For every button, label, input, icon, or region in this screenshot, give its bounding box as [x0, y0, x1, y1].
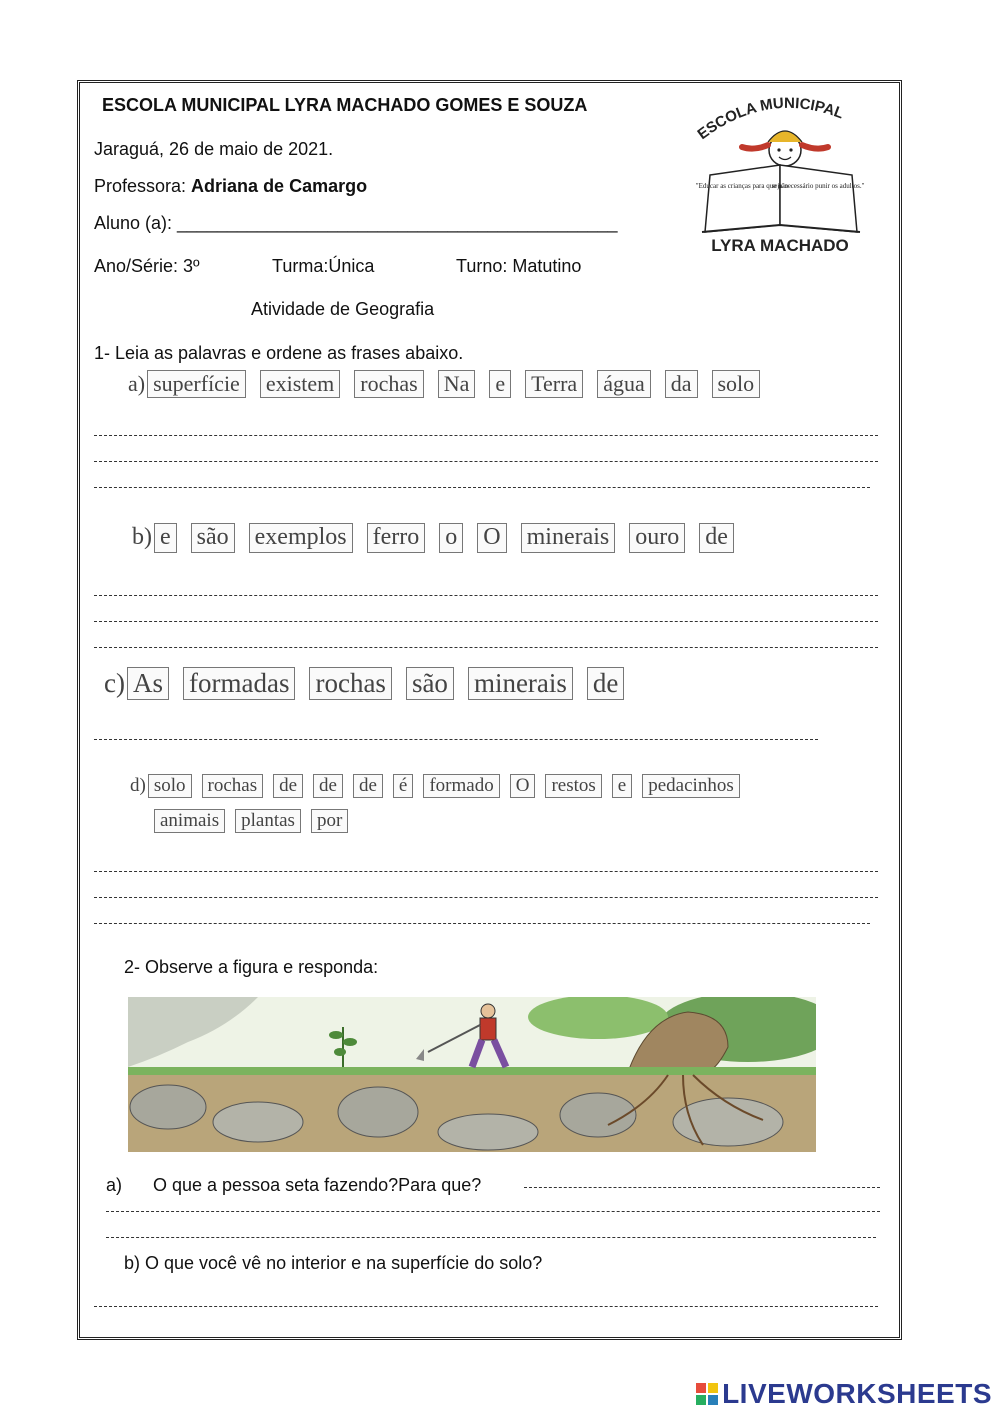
logo-name: LYRA MACHADO [711, 236, 849, 255]
answer-line[interactable] [94, 621, 878, 622]
word-box[interactable]: é [393, 774, 413, 798]
q1-prompt: 1- Leia as palavras e ordene as frases abaixo. [94, 343, 464, 363]
logo-book-right: seja necessário punir os adultos." [771, 182, 865, 190]
q1c-word-row [104, 666, 638, 700]
word-box[interactable]: de [273, 774, 303, 798]
word-box[interactable]: existem [260, 370, 340, 397]
word-box[interactable]: são [406, 667, 454, 700]
word-box[interactable]: de [353, 774, 383, 798]
word-box[interactable]: da [665, 370, 698, 397]
word-box[interactable]: formado [423, 774, 499, 798]
word-box[interactable]: água [597, 370, 651, 397]
word-box[interactable]: e [154, 523, 177, 553]
word-box[interactable]: As [127, 667, 169, 700]
word-box[interactable]: pedacinhos [642, 774, 739, 798]
teacher-label: Professora: [94, 176, 192, 196]
word-box[interactable]: por [311, 809, 348, 833]
word-box[interactable]: o [439, 523, 463, 553]
q1a-word-row [128, 369, 774, 398]
answer-line[interactable] [94, 1306, 878, 1307]
answer-line[interactable] [94, 739, 818, 740]
school-name: ESCOLA MUNICIPAL LYRA MACHADO GOMES E SOUZA [102, 95, 588, 115]
answer-line[interactable] [94, 923, 870, 924]
word-box[interactable]: são [191, 523, 235, 553]
word-box[interactable]: e [612, 774, 632, 798]
word-box[interactable]: restos [545, 774, 601, 798]
student-line[interactable]: Aluno (a): ____________________________________________ [94, 213, 618, 233]
word-box[interactable]: solo [148, 774, 192, 798]
word-box[interactable]: plantas [235, 809, 301, 833]
shift-label: Turno: Matutino [456, 256, 582, 276]
logo-arc-text: ESCOLA MUNICIPAL [694, 94, 847, 144]
word-box[interactable]: rochas [309, 667, 391, 700]
word-box[interactable]: rochas [354, 370, 423, 397]
class-label: Turma:Única [272, 256, 375, 276]
word-box[interactable]: animais [154, 809, 225, 833]
word-box[interactable]: exemplos [249, 523, 353, 553]
q1d-word-row-2 [154, 809, 358, 833]
logo-book-left: "Educar as crianças para que não [695, 182, 789, 190]
word-box[interactable]: formadas [183, 667, 295, 700]
q1d-label: d) [130, 774, 146, 796]
word-box[interactable]: ouro [629, 523, 685, 553]
answer-line[interactable] [94, 435, 878, 436]
q2a-question: O que a pessoa seta fazendo?Para que? [153, 1175, 482, 1195]
footer-brand-text: LIVEWORKSHEETS [722, 1378, 992, 1409]
word-box[interactable]: Terra [525, 370, 583, 397]
date-line: Jaraguá, 26 de maio de 2021. [94, 139, 334, 159]
q2a-label: a) [106, 1175, 123, 1195]
soil-illustration [128, 997, 816, 1152]
q1a-label: a) [128, 370, 146, 396]
word-box[interactable]: solo [712, 370, 761, 397]
answer-line[interactable] [106, 1211, 880, 1212]
word-box[interactable]: rochas [202, 774, 264, 798]
answer-line[interactable] [524, 1187, 880, 1188]
grade-label: Ano/Série: 3º [94, 256, 200, 276]
q1b-label: b) [132, 524, 152, 551]
teacher-name: Adriana de Camargo [191, 176, 368, 196]
liveworksheets-icon [696, 1383, 718, 1405]
answer-line[interactable] [94, 595, 878, 596]
answer-line[interactable] [94, 871, 878, 872]
word-box[interactable]: de [313, 774, 343, 798]
answer-line[interactable] [94, 647, 878, 648]
word-box[interactable]: Na [438, 370, 476, 397]
q1c-label: c) [104, 668, 125, 699]
answer-line[interactable] [94, 897, 878, 898]
word-box[interactable]: minerais [468, 667, 573, 700]
q1d-word-row-1 [130, 774, 750, 798]
word-box[interactable]: O [510, 774, 536, 798]
q2-prompt: 2- Observe a figura e responda: [124, 957, 379, 977]
school-logo [680, 90, 880, 260]
answer-line[interactable] [106, 1237, 876, 1238]
q2b-question: b) O que você vê no interior e na superfície do solo? [124, 1253, 543, 1273]
word-box[interactable]: O [477, 523, 506, 553]
answer-line[interactable] [94, 461, 878, 462]
word-box[interactable]: e [489, 370, 511, 397]
footer-brand [696, 1378, 992, 1410]
word-box[interactable]: de [587, 667, 624, 700]
answer-line[interactable] [94, 487, 870, 488]
word-box[interactable]: ferro [367, 523, 426, 553]
word-box[interactable]: minerais [521, 523, 616, 553]
q1b-word-row [132, 523, 748, 553]
activity-title: Atividade de Geografia [251, 299, 435, 319]
word-box[interactable]: superfície [147, 370, 246, 397]
word-box[interactable]: de [699, 523, 734, 553]
teacher-line [94, 176, 367, 197]
